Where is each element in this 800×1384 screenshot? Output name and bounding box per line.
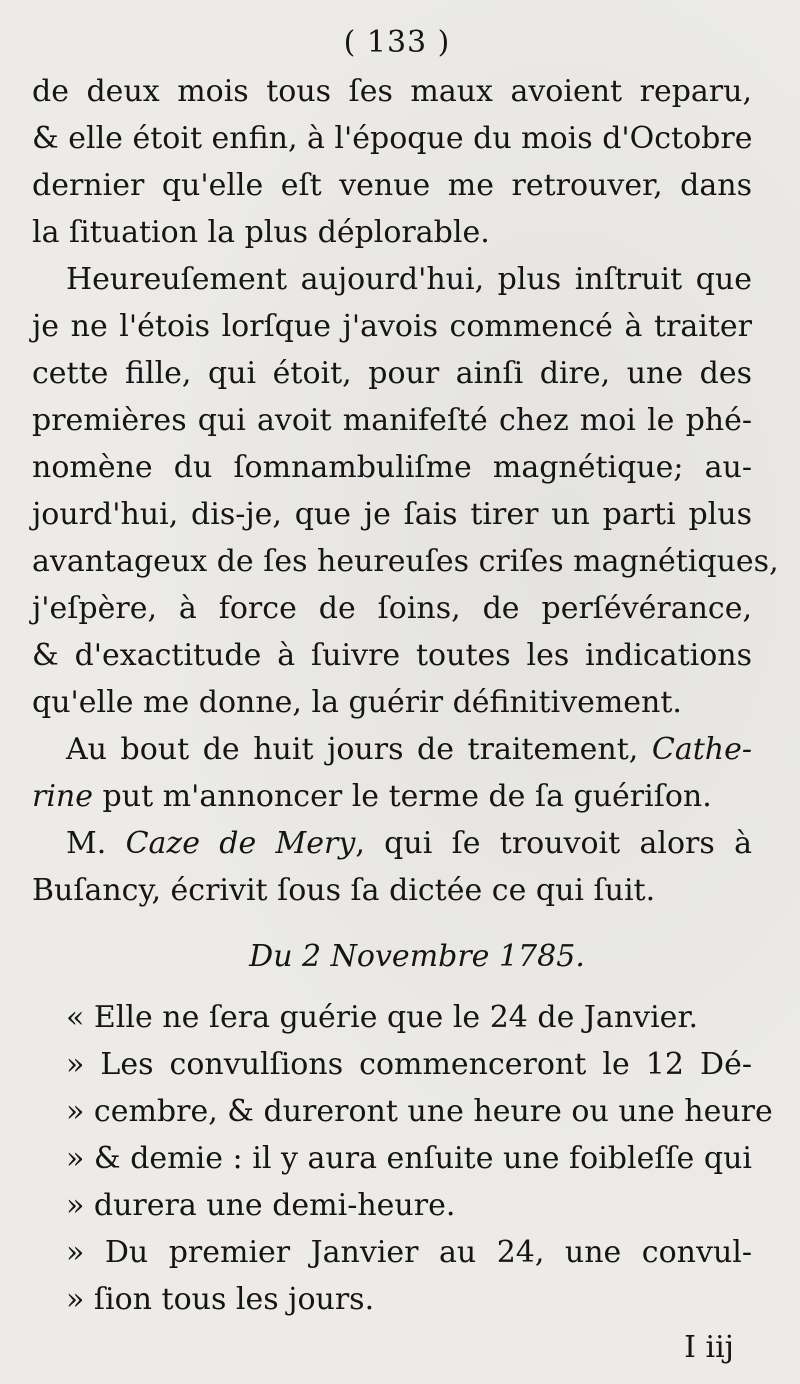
text-line: & elle étoit enfin, à l'époque du mois d'Octobre xyxy=(32,121,753,156)
text-line: » Du premier Janvier au 24, une convul- xyxy=(66,1235,752,1270)
text-line: » cembre, & dureront une heure ou une heure xyxy=(66,1094,773,1129)
text-line: Buſancy, écrivit ſous ſa dictée ce qui ſuit. xyxy=(32,873,656,908)
quote-3 xyxy=(32,1229,752,1323)
text-line: j'eſpère, à force de ſoins, de perſévérance, xyxy=(32,591,752,626)
text-line: jourd'hui, dis-je, que je ſais tirer un parti plus xyxy=(32,497,752,532)
paragraph-1 xyxy=(32,68,752,256)
text-line: cette fille, qui étoit, pour ainſi dire, une des xyxy=(32,356,752,391)
text-run: M. xyxy=(66,826,126,861)
text-line: qu'elle me donne, la guérir définitivement. xyxy=(32,685,682,720)
text-run: put m'annoncer le terme de ſa guériſon. xyxy=(93,779,712,814)
text-line: » ſion tous les jours. xyxy=(66,1282,375,1317)
text-line: « Elle ne ſera guérie que le 24 de Janvier. xyxy=(66,1000,699,1035)
text-line xyxy=(32,773,752,820)
text-line: Heureuſement aujourd'hui, plus inſtruit que xyxy=(66,262,752,297)
text-line: nomène du ſomnambuliſme magnétique; au- xyxy=(32,450,752,485)
text-run: Au bout de huit jours de traitement, xyxy=(66,732,652,767)
page-number: ( 133 ) xyxy=(343,25,451,60)
text-line: avantageux de ſes heureuſes criſes magnétiques, xyxy=(32,544,779,579)
date-heading: Du 2 Novembre 1785. xyxy=(249,939,585,974)
text-line xyxy=(32,820,752,867)
text-run: , qui ſe trouvoit alors à xyxy=(355,826,752,861)
quote-1 xyxy=(32,994,752,1041)
text-line: la ſituation la plus déplorable. xyxy=(32,215,490,250)
text-line: » & demie : il y aura enſuite une foibleſſe qui xyxy=(66,1141,752,1176)
quote-2 xyxy=(32,1041,773,1229)
paragraph-2 xyxy=(32,256,779,726)
italic-name: Caze de Mery xyxy=(125,826,356,861)
text-line: je ne l'étois lorſque j'avois commencé à traiter xyxy=(32,309,752,344)
paragraph-4 xyxy=(32,820,752,914)
text-line: dernier qu'elle eſt venue me retrouver, dans xyxy=(32,168,752,203)
text-line: & d'exactitude à ſuivre toutes les indications xyxy=(32,638,752,673)
italic-name: rine xyxy=(32,779,94,814)
text-line: » Les convulſions commenceront le 12 Dé- xyxy=(66,1047,752,1082)
text-line: premières qui avoit manifeſté chez moi le phé- xyxy=(32,403,752,438)
text-line xyxy=(32,726,752,773)
signature-mark: I iij xyxy=(684,1330,734,1365)
text-line: de deux mois tous ſes maux avoient reparu, xyxy=(32,74,752,109)
text-line: » durera une demi-heure. xyxy=(66,1188,456,1223)
paragraph-3 xyxy=(32,726,752,820)
italic-name: Cathe- xyxy=(651,732,752,767)
